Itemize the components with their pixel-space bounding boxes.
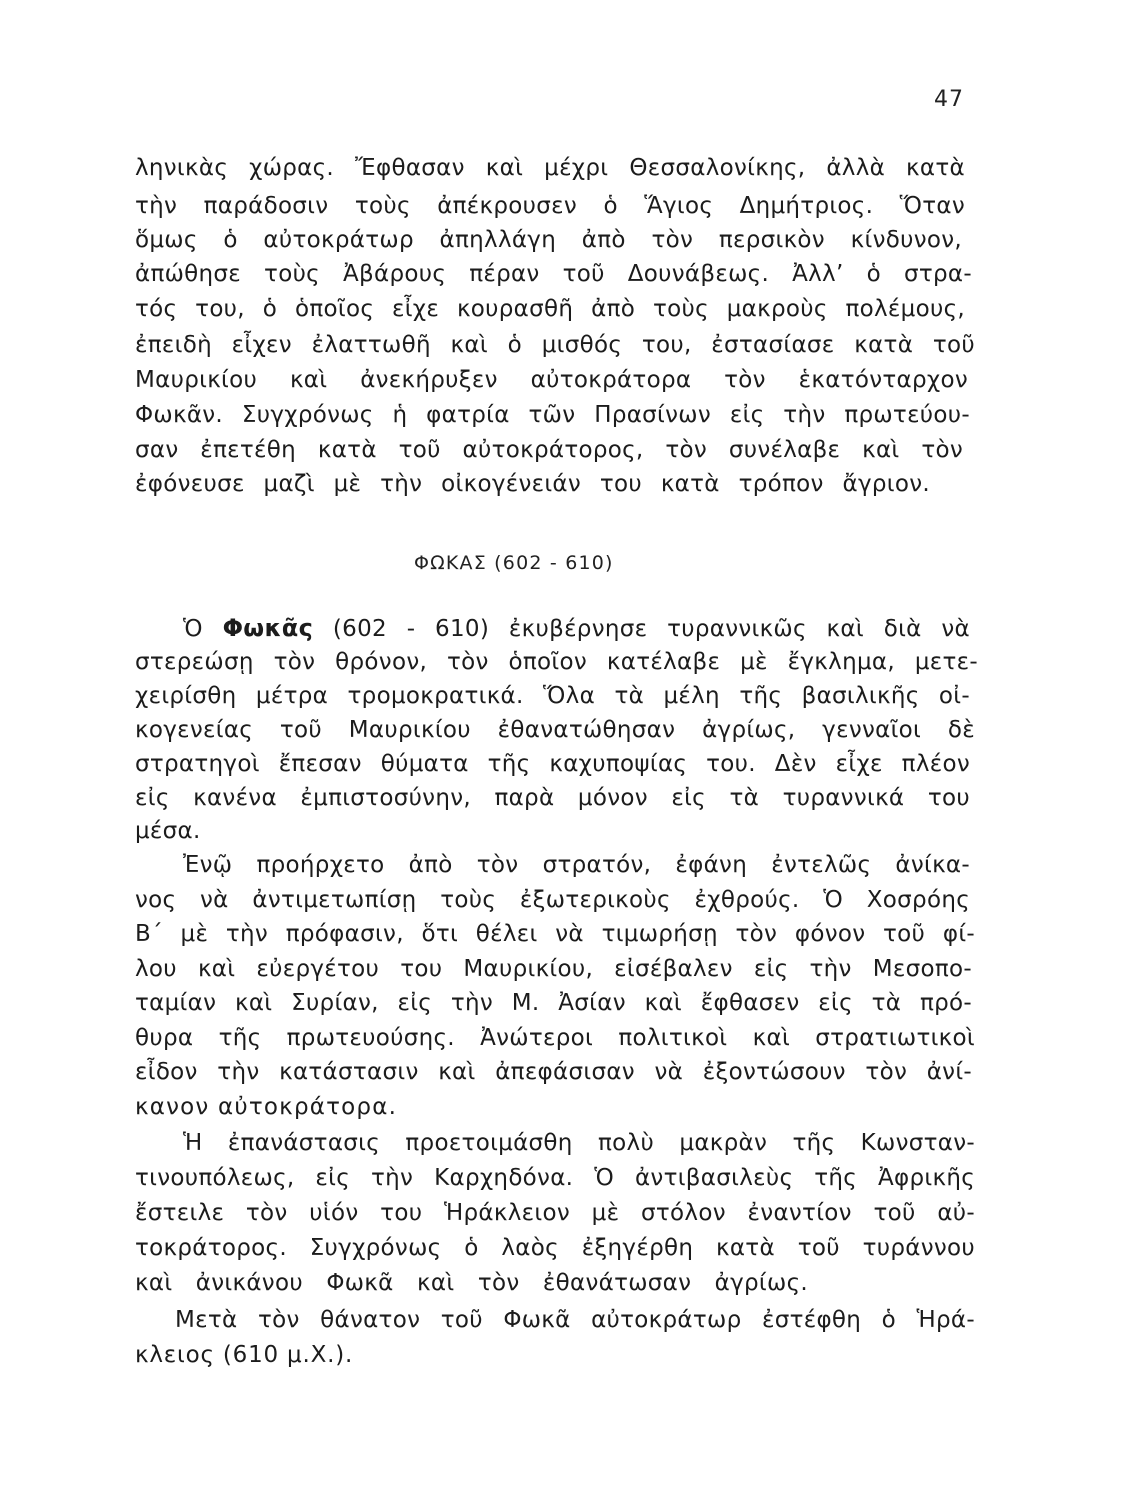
text-line <box>135 1055 972 1089</box>
text-line-content: Ἡ ἐπανάστασις προετοιμάσθη πολὺ μακρὰν τῆς Κωνσταν- <box>183 1130 975 1156</box>
text-line-content: τός του, ὁ ὁποῖος εἶχε κουρασθῆ ἀπὸ τοὺς μακροὺς πολέμους, <box>135 296 965 322</box>
text-line <box>135 467 930 501</box>
text-line <box>183 1126 975 1160</box>
text-line <box>135 713 975 747</box>
text-line-content: κανον αὐτοκράτορα. <box>135 1094 398 1120</box>
text-line <box>135 223 962 257</box>
text-line <box>135 883 970 917</box>
text-line-content: ἔστειλε τὸν υἱόν του Ἡράκλειον μὲ στόλον ἐναντίον τοῦ αὐ- <box>135 1200 975 1226</box>
text-line-content: ληνικὰς χώρας. Ἔφθασαν καὶ μέχρι Θεσσαλονίκης, ἀλλὰ κατὰ <box>135 155 965 181</box>
text-line-content: εἰς κανένα ἐμπιστοσύνην, παρὰ μόνον εἰς τὰ τυραννικά του <box>135 785 970 811</box>
text-line-content: ἀπώθησε τοὺς Ἀβάρους πέραν τοῦ Δουνάβεως. Ἀλλ’ ὁ στρα- <box>135 261 972 287</box>
text-line-content: χειρίσθη μέτρα τρομοκρατικά. Ὅλα τὰ μέλη τῆς βασιλικῆς οἰ- <box>135 683 970 709</box>
text-line-content <box>183 616 970 642</box>
text-line <box>135 986 972 1020</box>
text-line-content: θυρα τῆς πρωτευούσης. Ἀνώτεροι πολιτικοὶ καὶ στρατιωτικοὶ <box>135 1025 975 1051</box>
text-line <box>135 747 970 781</box>
text-line <box>135 151 965 185</box>
text-line-content: νος νὰ ἀντιμετωπίσῃ τοὺς ἐξωτερικοὺς ἐχθρούς. Ὁ Χοσρόης <box>135 887 970 913</box>
text-line-content: ἐφόνευσε μαζὶ μὲ τὴν οἰκογένειάν του κατὰ τρόπον ἄγριον. <box>135 471 930 497</box>
text-line-content: ἐπειδὴ εἶχεν ἐλαττωθῆ καὶ ὁ μισθός του, ἐστασίασε κατὰ τοῦ <box>135 332 975 358</box>
text-line <box>135 398 970 432</box>
text-line-content: Β΄ μὲ τὴν πρόφασιν, ὅτι θέλει νὰ τιμωρήσῃ τὸν φόνον τοῦ φί- <box>135 921 975 947</box>
text-line <box>135 292 965 326</box>
text-line-content: τὴν παράδοσιν τοὺς ἀπέκρουσεν ὁ Ἅγιος Δημήτριος. Ὅταν <box>135 193 965 219</box>
text-line <box>135 328 975 362</box>
text-line <box>135 363 968 397</box>
text-line-content: μέσα. <box>135 818 201 844</box>
text-line-content: τινουπόλεως, εἰς τὴν Καρχηδόνα. Ὁ ἀντιβασιλεὺς τῆς Ἀφρικῆς <box>135 1165 975 1191</box>
line-rest: (602 - 610) ἐκυβέρνησε τυραννικῶς καὶ διὰ νὰ <box>313 616 970 642</box>
text-line-content: τοκράτορος. Συγχρόνως ὁ λαὸς ἐξηγέρθη κατὰ τοῦ τυράννου <box>135 1235 975 1261</box>
text-line-content: εἶδον τὴν κατάστασιν καὶ ἀπεφάσισαν νὰ ἐξοντώσουν τὸν ἀνί- <box>135 1059 972 1085</box>
text-line <box>135 679 970 713</box>
line-prefix: Ὁ <box>183 616 223 642</box>
text-line <box>135 1090 397 1124</box>
text-line <box>135 814 201 848</box>
text-line-content: Μετὰ τὸν θάνατον τοῦ Φωκᾶ αὐτοκράτωρ ἐστέφθη ὁ Ἡρά- <box>175 1307 975 1333</box>
text-line <box>135 1021 975 1055</box>
text-line-content: Φωκᾶν. Συγχρόνως ἡ φατρία τῶν Πρασίνων εἰς τὴν πρωτεύου- <box>135 402 970 428</box>
text-line <box>135 781 970 815</box>
page-number: 47 <box>934 87 964 112</box>
text-line-content: καὶ ἀνικάνου Φωκᾶ καὶ τὸν ἐθανάτωσαν ἀγρίως. <box>135 1270 808 1296</box>
text-line <box>135 952 972 986</box>
text-line-content: κλειος (610 μ.Χ.). <box>135 1342 354 1368</box>
text-line <box>135 1266 808 1300</box>
text-line-content: κογενείας τοῦ Μαυρικίου ἐθανατώθησαν ἀγρίως, γενναῖοι δὲ <box>135 717 975 743</box>
text-line <box>135 1338 353 1372</box>
text-line <box>183 611 970 645</box>
text-line <box>135 917 975 951</box>
text-line-content: ὅμως ὁ αὐτοκράτωρ ἀπηλλάγη ἀπὸ τὸν περσικὸν κίνδυνον, <box>135 227 962 253</box>
text-line-content: στρατηγοὶ ἔπεσαν θύματα τῆς καχυποψίας του. Δὲν εἶχε πλέον <box>135 751 970 777</box>
text-line-content: στερεώσῃ τὸν θρόνον, τὸν ὁποῖον κατέλαβε μὲ ἔγκλημα, μετε- <box>135 649 978 675</box>
text-line <box>135 1196 975 1230</box>
text-line <box>135 433 963 467</box>
text-line <box>135 645 978 679</box>
text-line <box>175 1303 975 1337</box>
text-line-content: ταμίαν καὶ Συρίαν, εἰς τὴν Μ. Ἀσίαν καὶ ἔφθασεν εἰς τὰ πρό- <box>135 990 972 1016</box>
emphasized-name: Φωκᾶς <box>222 614 314 642</box>
text-line <box>135 1161 975 1195</box>
text-line-content: Ἐνῷ προήρχετο ἀπὸ τὸν στρατόν, ἐφάνη ἐντελῶς ἀνίκα- <box>183 852 970 878</box>
text-line <box>183 848 970 882</box>
text-line <box>135 189 965 223</box>
text-line-content: λου καὶ εὐεργέτου του Μαυρικίου, εἰσέβαλεν εἰς τὴν Μεσοπο- <box>135 956 972 982</box>
text-line-content: Μαυρικίου καὶ ἀνεκήρυξεν αὐτοκράτορα τὸν ἑκατόνταρχον <box>135 367 968 393</box>
text-line-content: σαν ἐπετέθη κατὰ τοῦ αὐτοκράτορος, τὸν συνέλαβε καὶ τὸν <box>135 437 963 463</box>
text-line <box>135 1231 975 1265</box>
section-heading: ΦΩΚΑΣ (602 - 610) <box>414 552 614 574</box>
text-line <box>135 257 972 291</box>
